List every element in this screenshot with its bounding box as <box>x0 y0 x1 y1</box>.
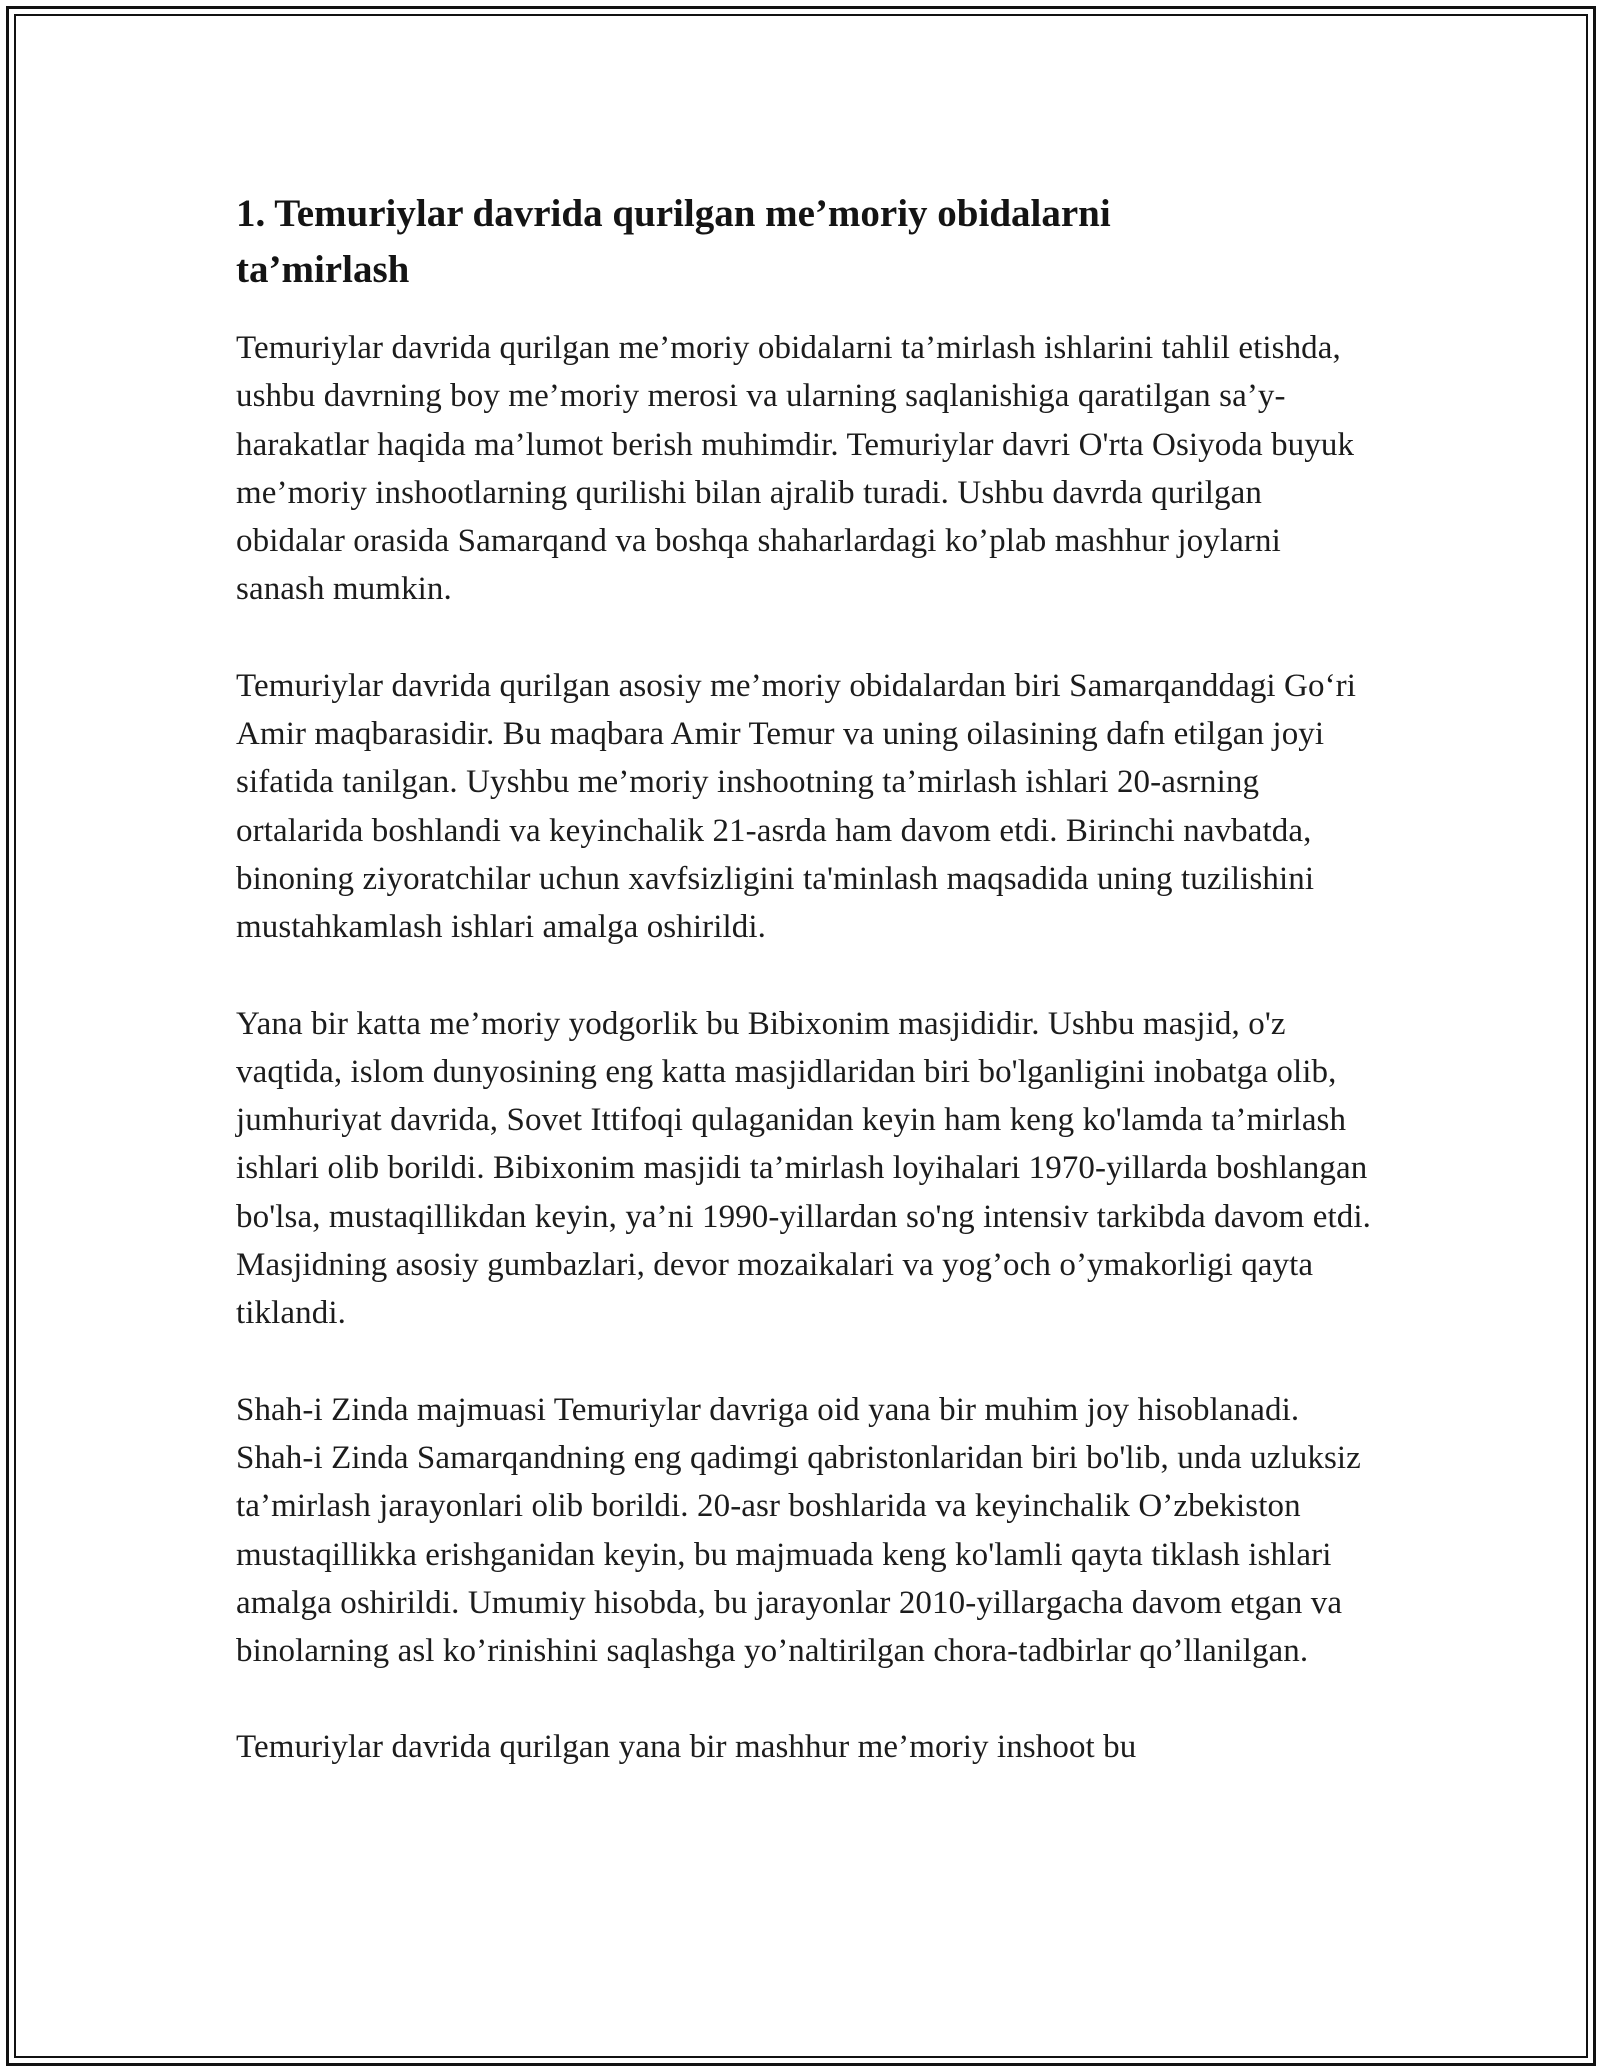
paragraph-3: Yana bir katta me’moriy yodgorlik bu Bibixonim masjididir. Ushbu masjid, o'z vaqtida, islom dunyosining eng katta masjidlaridan biri bo'lganligini inobatga olib, jumhuriyat davrida, Sovet Ittifoqi qulaganidan keyin ham keng ko'lamda ta’mirlash ishlari olib borildi. Bibixonim masjidi ta’mirlash loyihalari 1970-yillarda boshlangan bo'lsa, mustaqillikdan keyin, ya’ni 1990-yillardan so'ng intensiv tarkibda davom etdi. Masjidning asosiy gumbazlari, devor mozaikalari va yog’och o’ymakorligi qayta tiklandi. <box>236 1005 1371 1332</box>
section-heading: 1. Temuriylar davrida qurilgan me’moriy obidalarni ta’mirlash <box>236 192 1111 291</box>
paragraph-2: Temuriylar davrida qurilgan asosiy me’moriy obidalardan biri Samarqanddagi Go‘ri Amir maqbarasidir. Bu maqbara Amir Temur va uning oilasining dafn etilgan joyi sifatida tanilgan. Uyshbu me’moriy inshootning ta’mirlash ishlari 20-asrning ortalarida boshlandi va keyinchalik 21-asrda ham davom etdi. Birinchi navbatda, binoning ziyoratchilar uchun xavfsizligini ta'minlash maqsadida uning tuzilishini mustahkamlash ishlari amalga oshirildi. <box>236 667 1357 946</box>
document-body <box>236 186 1376 1772</box>
paragraph-1: Temuriylar davrida qurilgan me’moriy obidalarni ta’mirlash ishlarini tahlil etishda, ushbu davrning boy me’moriy merosi va ularning saqlanishiga qaratilgan sa’y-harakatlar haqida ma’lumot berish muhimdir. Temuriylar davri O'rta Osiyoda buyuk me’moriy inshootlarning qurilishi bilan ajralib turadi. Ushbu davrda qurilgan obidalar orasida Samarqand va boshqa shaharlardagi ko’plab mashhur joylarni sanash mumkin. <box>236 330 1355 608</box>
paragraph-4: Shah-i Zinda majmuasi Temuriylar davriga oid yana bir muhim joy hisoblanadi. Shah-i Zinda Samarqandning eng qadimgi qabristonlaridan biri bo'lib, unda uzluksiz ta’mirlash jarayonlari olib borildi. 20-asr boshlarida va keyinchalik O’zbekiston mustaqillikka erishganidan keyin, bu majmuada keng ko'lamli qayta tiklash ishlari amalga oshirildi. Umumiy hisobda, bu jarayonlar 2010-yillargacha davom etgan va binolarning asl ko’rinishini saqlashga yo’naltirilgan chora-tadbirlar qo’llanilgan. <box>236 1391 1361 1670</box>
paragraph-5: Temuriylar davrida qurilgan yana bir mashhur me’moriy inshoot bu <box>236 1729 1137 1766</box>
